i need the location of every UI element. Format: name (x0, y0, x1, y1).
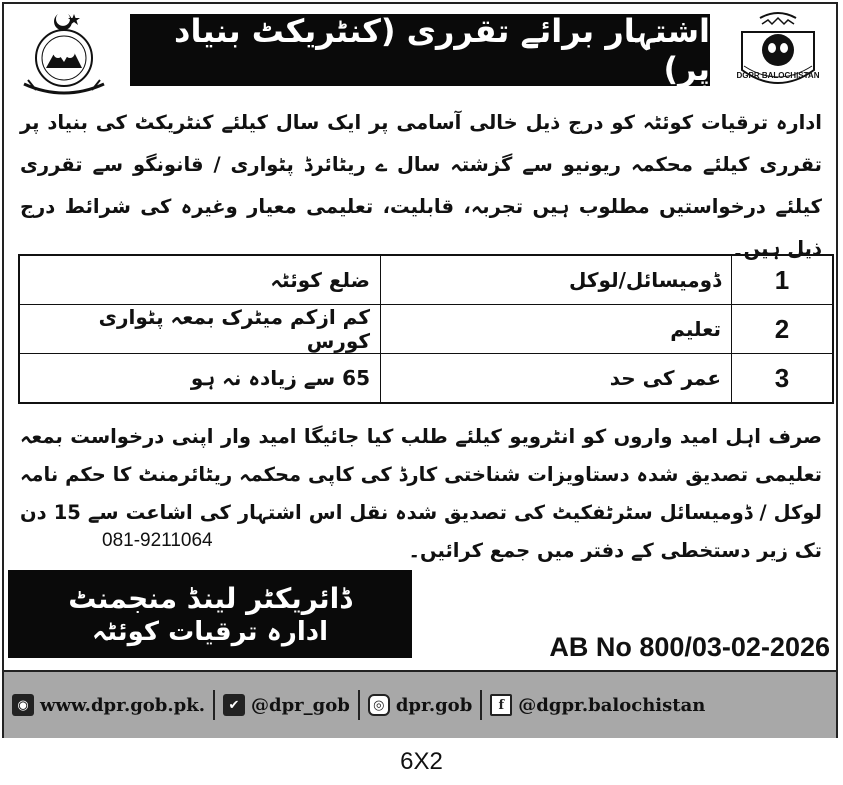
requirement-number: 1 (732, 255, 834, 305)
website-link[interactable]: www.dpr.gob.pk. (40, 694, 205, 716)
ab-number: AB No 800/03-02-2026 (549, 632, 830, 662)
facebook-icon: f (490, 694, 512, 716)
instagram-icon: ◎ (368, 694, 390, 716)
footer-facebook[interactable] (490, 694, 705, 716)
dgpr-logo-icon (732, 10, 824, 98)
globe-icon: ◉ (12, 694, 34, 716)
table-row (19, 255, 833, 305)
requirement-value: 65 سے زیادہ نہ ہو (19, 354, 381, 404)
divider (213, 690, 215, 720)
requirements-table (18, 254, 834, 404)
facebook-handle[interactable]: @dgpr.balochistan (518, 694, 706, 716)
phone-number: 081-9211064 (102, 530, 213, 551)
advertisement (2, 2, 838, 738)
signature-title: ڈائریکٹر لینڈ منجمنٹ (68, 581, 352, 615)
government-emblem-left-icon (18, 10, 110, 98)
dgpr-logo-text: DGPR BALOCHISTAN (736, 71, 820, 80)
instagram-handle[interactable]: dpr.gob (395, 694, 473, 716)
requirement-field: تعلیم (381, 305, 732, 354)
footer-social-bar (4, 670, 836, 738)
footer-website[interactable] (12, 694, 205, 716)
requirement-number: 3 (732, 354, 834, 404)
requirement-number: 2 (732, 305, 834, 354)
instructions-paragraph: صرف اہل امید واروں کو انٹرویو کیلئے طلب کیا جائیگا امید وار اپنی درخواست بمعہ تعلیمی تصدیق شدہ دستاویزات شناختی کارڈ کی کاپی محکمہ ریٹائرمنٹ کا حکم نامہ لوکل / ڈومیسائل سٹرٹفکیٹ کی تصدیق شدہ نقل اس اشتہار کی اشاعت سے 15 دن تک زیر دستخطی کے دفتر میں جمع کرائیں۔ (20, 425, 822, 562)
requirement-value: ضلع کوئٹہ (19, 255, 381, 305)
intro-paragraph: ادارہ ترقیات کوئٹہ کو درج ذیل خالی آسامی پر ایک سال کیلئے کنٹریکٹ کی بنیاد پر تقرری کیلئے محکمہ ریونیو سے گزشتہ سال ے ریٹائرڈ پٹواری / قانونگو سے تقرری کیلئے درخواستیں مطلوب ہیں تجربہ، قابلیت، تعلیمی معیار وغیرہ کی شرائط درج ذیل ہیں۔ (20, 111, 822, 260)
table-row (19, 305, 833, 354)
signature-office: ادارہ ترقیات کوئٹہ (92, 616, 328, 647)
footer-instagram[interactable] (368, 694, 472, 716)
table-row (19, 354, 833, 404)
requirement-field: عمر کی حد (381, 354, 732, 404)
ad-size-label: 6X2 (400, 748, 443, 775)
signature-block (8, 570, 412, 658)
twitter-handle[interactable]: @dpr_gob (250, 694, 350, 716)
footer-twitter[interactable] (223, 694, 350, 716)
requirement-value: کم ازکم میٹرک بمعہ پٹواری کورس (19, 305, 381, 354)
twitter-icon: ✔ (223, 694, 245, 716)
divider (358, 690, 360, 720)
ad-title: اشتہار برائے تقرری (کنٹریکٹ بنیاد پر) (130, 14, 710, 86)
divider (480, 690, 482, 720)
requirement-field: ڈومیسائل/لوکل (381, 255, 732, 305)
